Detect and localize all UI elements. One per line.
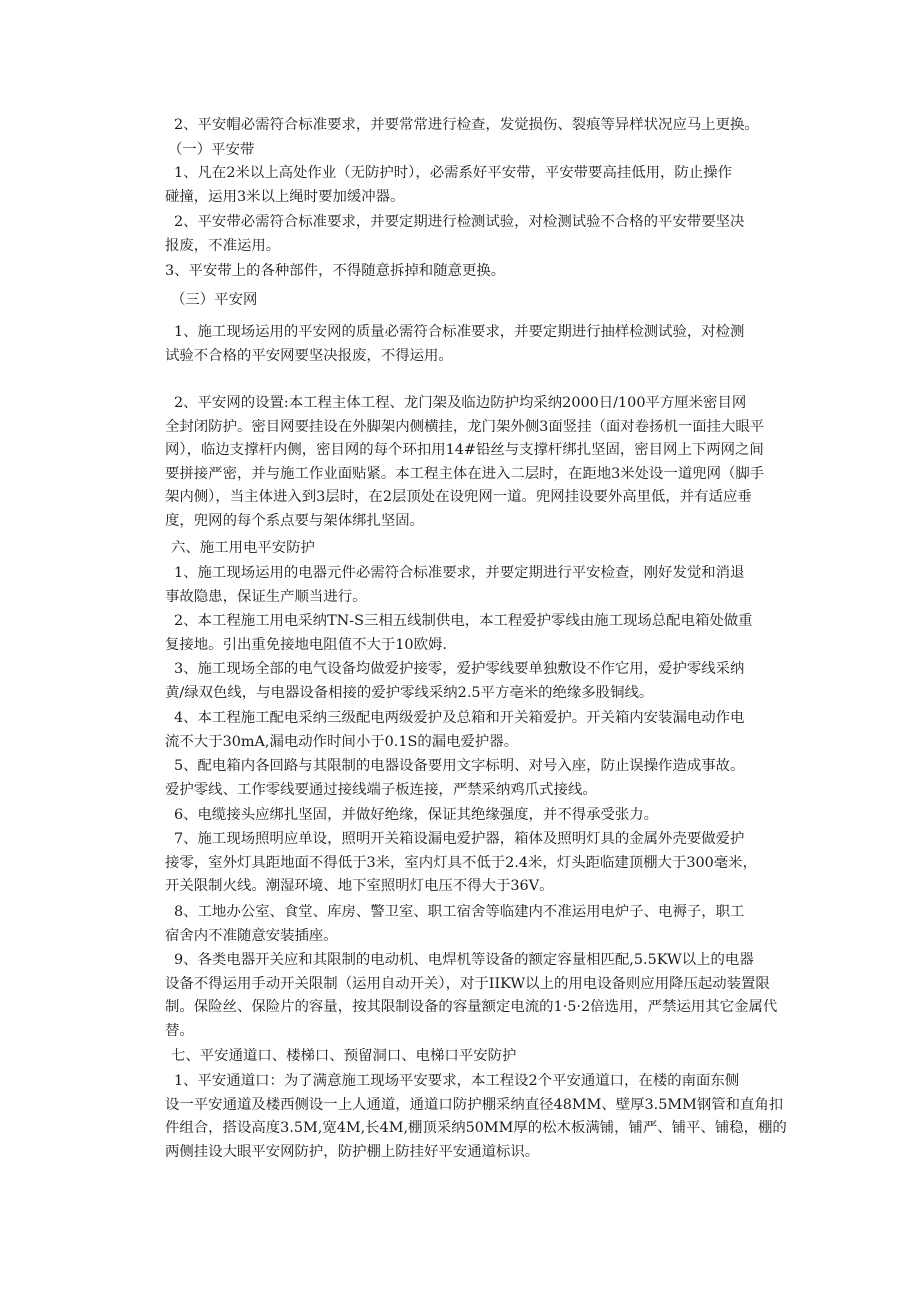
text-line: 架内侧），当主体进入到3层时，在2层顶处在设兜网一道。兜网挂设要外高里低，并有适应垂 — [165, 489, 752, 505]
text-line: 七、平安通道口、楼梯口、预留洞口、电梯口平安防护 — [171, 1048, 517, 1064]
text-line: 接零，室外灯具距地面不得低于3米，室内灯具不低于2.4米，灯头距临建顶棚大于300毫米， — [165, 854, 757, 871]
paragraph-belt-3 — [165, 260, 790, 284]
text-line: 5、配电箱内各回路与其限制的电器设备要用文字标明、对号入座，防止误操作造成事故。 — [174, 758, 745, 774]
paragraph-elec-4 — [165, 707, 790, 754]
paragraph-belt-1 — [165, 162, 790, 209]
text-line: （一）平安带 — [168, 142, 255, 158]
text-line: 2、平安带必需符合标准要求，并要定期进行检测试验，对检测试验不合格的平安带要坚决 — [174, 214, 745, 230]
paragraph-net-1 — [165, 321, 790, 368]
text-line: 6、电缆接头应绑扎坚固，并做好绝缘，保证其绝缘强度，并不得承受张力。 — [174, 807, 659, 823]
paragraph-elec-6 — [165, 804, 790, 828]
text-line: 宿舍内不准随意安装插座。 — [165, 927, 338, 944]
text-line: 事故隐患，保证生产顺当进行。 — [165, 588, 367, 605]
text-line: 3、施工现场全部的电气设备均做爱护接零，爱护零线要单独敷设不作它用，爱护零线采纳 — [174, 661, 745, 677]
text-line: 流不大于30mA,漏电动作时间小于0.1S的漏电爱护器。 — [165, 733, 519, 750]
text-line: 1、施工现场运用的电器元件必需符合标准要求，并要定期进行平安检查，刚好发觉和消退 — [174, 565, 745, 581]
text-line: 4、本工程施工配电采纳三级配电两级爱护及总箱和开关箱爱护。开关箱内安装漏电动作电 — [174, 710, 745, 726]
text-line: 9、各类电器开关应和其限制的电动机、电焊机等设备的额定容量相匹配,5.5KW以上的电器 — [174, 952, 754, 968]
paragraph-elec-3 — [165, 658, 790, 705]
text-line: 2、平安网的设置:本工程主体工程、龙门架及临边防护均采纳2000日/100平方厘米密目网 — [174, 395, 747, 411]
text-line: 设一平安通道及楼西侧设一上人通道，通道口防护棚采纳直径48MM、壁厚3.5MM钢管和直角扣 — [165, 1096, 784, 1113]
paragraph-net-2 — [165, 392, 790, 533]
text-line: 试验不合格的平安网要坚决报废，不得运用。 — [165, 347, 453, 364]
heading-safety-belt — [168, 139, 793, 163]
paragraph-belt-2 — [165, 211, 790, 258]
heading-section-6 — [171, 537, 796, 561]
heading-section-7 — [171, 1045, 796, 1069]
text-line: 爱护零线、工作零线要通过接线端子板连接，严禁采纳鸡爪式接线。 — [165, 781, 597, 798]
text-line: 7、施工现场照明应单设，照明开关箱设漏电爱护器，箱体及照明灯具的金属外壳要做爱护 — [174, 831, 745, 847]
text-line: 2、平安帽必需符合标准要求，并要常常进行检查，发觉损伤、裂痕等异样状况应马上更换。 — [174, 117, 759, 133]
text-line: （三）平安网 — [171, 292, 258, 308]
paragraph-elec-8 — [165, 901, 790, 948]
text-line: 六、施工用电平安防护 — [171, 540, 315, 556]
paragraph-elec-7 — [165, 828, 790, 899]
paragraph-passage-1 — [165, 1070, 790, 1164]
text-line: 两侧挂设大眼平安网防护，防护棚上防挂好平安通道标识。 — [165, 1143, 540, 1160]
paragraph-elec-9 — [165, 949, 790, 1043]
text-line: 件组合，搭设高度3.5M,宽4M,长4M,棚顶采纳50MM厚的松木板满铺，铺严、铺平、铺稳，棚的 — [165, 1120, 787, 1136]
text-line: 要拼接严密，并与施工作业面贴紧。本工程主体在进入二层时，在距地3米处设一道兜网（脚手 — [165, 465, 765, 482]
text-line: 制。保险丝、保险片的容量，按其限制设备的容量额定电流的1·5·2倍选用，严禁运用其它金属代 — [165, 999, 778, 1015]
text-line: 1、凡在2米以上高处作业（无防护时），必需系好平安带，平安带要高挂低用，防止操作 — [174, 165, 732, 181]
paragraph-elec-5 — [165, 755, 790, 802]
text-line: 1、平安通道口：为了满意施工现场平安要求，本工程设2个平安通道口，在楼的南面东侧 — [174, 1073, 740, 1089]
text-line: 复接地。引出重免接地电阻值不大于10欧姆. — [165, 636, 447, 653]
text-line: 开关限制火线。潮湿环境、地下室照明灯电压不得大于36V。 — [165, 878, 554, 894]
text-line: 设备不得运用手动开关限制（运用自动开关），对于IIKW以上的用电设备则应用降压起动装置限 — [165, 975, 770, 992]
text-line: 替。 — [165, 1022, 194, 1039]
text-line: 8、工地办公室、食堂、库房、警卫室、职工宿舍等临建内不准运用电炉子、电褥子，职工 — [174, 904, 745, 920]
paragraph-elec-1 — [165, 562, 790, 609]
text-line: 度，兜网的每个系点要与架体绑扎坚固。 — [165, 512, 425, 529]
paragraph-helmet-2 — [174, 114, 799, 138]
text-line: 2、本工程施工用电采纳TN-S三相五线制供电，本工程爱护零线由施工现场总配电箱处做重 — [174, 613, 753, 629]
heading-safety-net — [171, 289, 796, 313]
text-line: 黄/绿双色线，与电器设备相接的爱护零线采纳2.5平方亳米的绝缘多股铜线。 — [165, 684, 654, 701]
text-line: 报废，不准运用。 — [165, 237, 281, 254]
text-line: 网），临边支撑杆内侧，密目网的每个环扣用14#铅丝与支撑杆绑扎坚固，密目网上下两网之间 — [165, 442, 764, 458]
text-line: 1、施工现场运用的平安网的质量必需符合标准要求，并要定期进行抽样检测试验，对检测 — [174, 324, 745, 340]
text-line: 3、平安带上的各种部件，不得随意拆掉和随意更换。 — [165, 263, 506, 279]
text-line: 碰撞，运用3米以上绳时要加缓冲器。 — [165, 188, 405, 205]
text-line: 全封闭防护。密目网要挂设在外脚架内侧横挂，龙门架外侧3面竖挂（面对卷扬机一面挂大眼平 — [165, 418, 765, 435]
paragraph-elec-2 — [165, 610, 790, 657]
